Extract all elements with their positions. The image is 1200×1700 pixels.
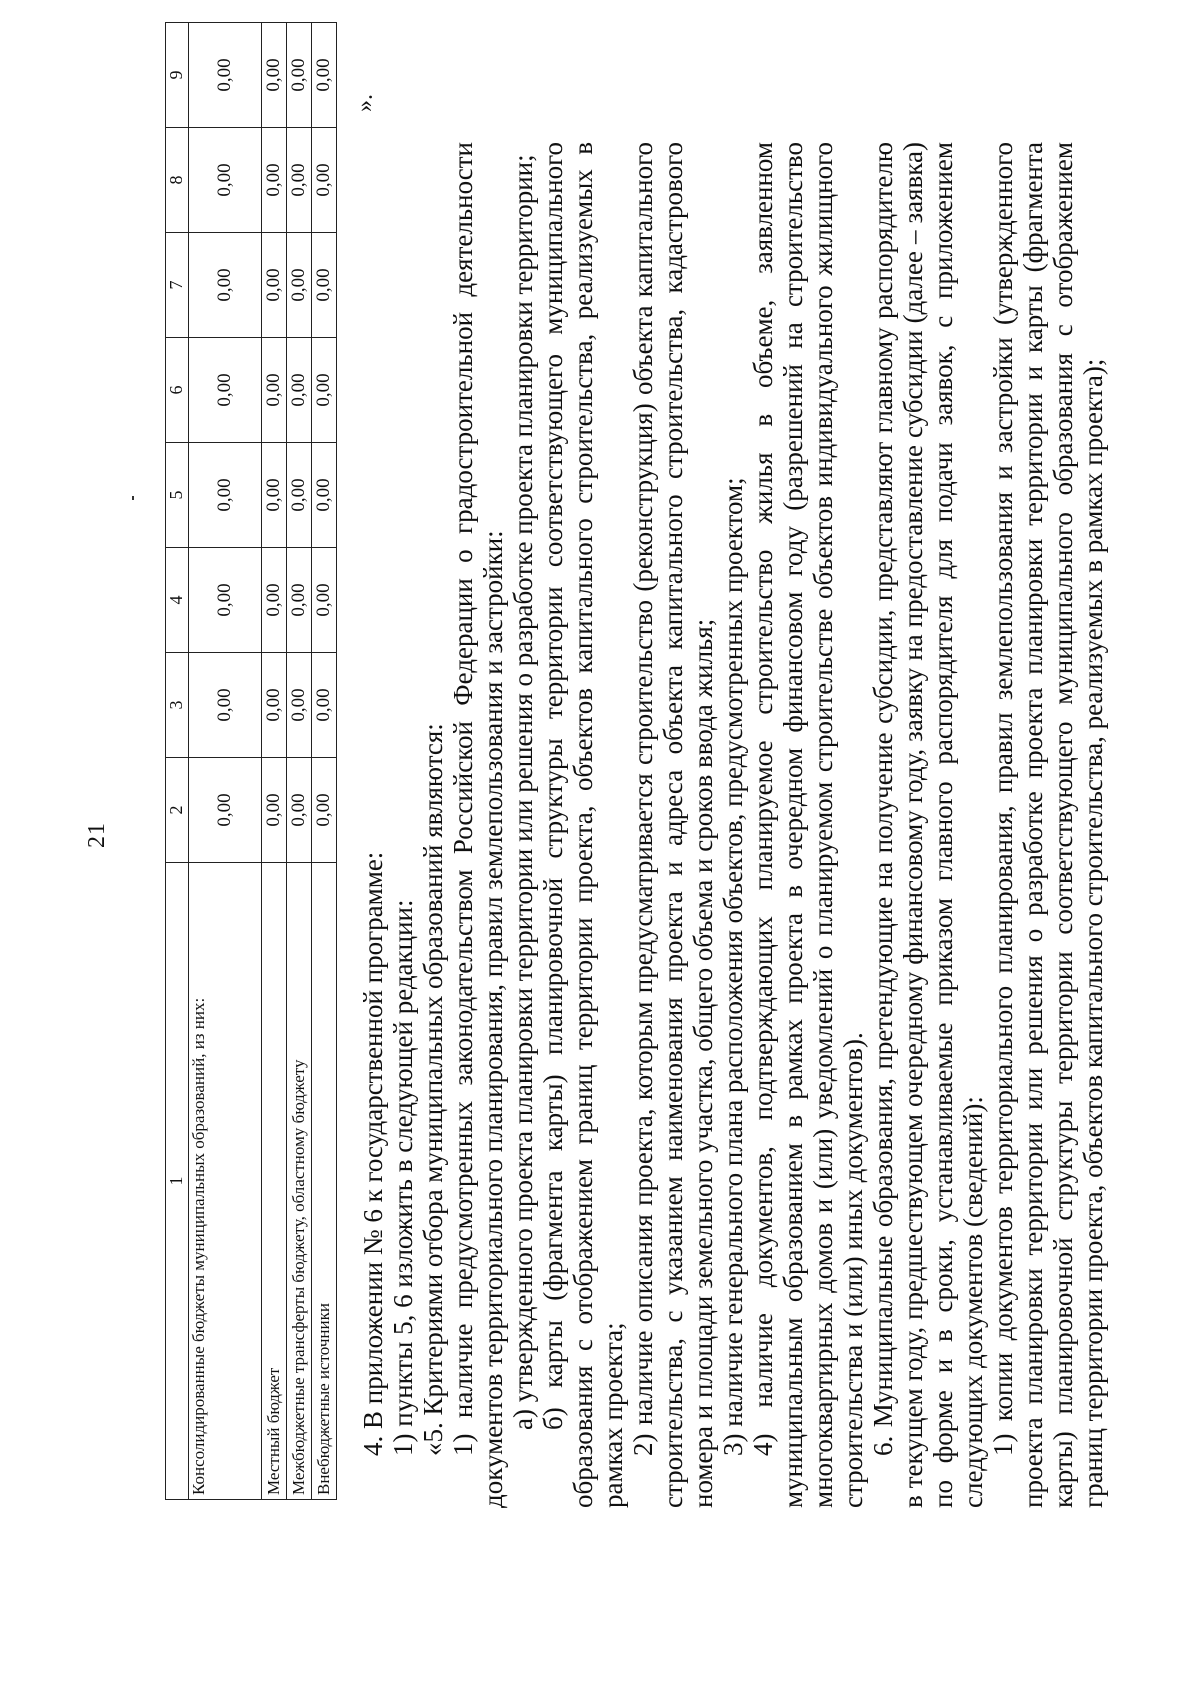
table-row-label: Внебюджетные источники (312, 863, 337, 1500)
table-cell: 0,00 (262, 443, 287, 548)
table-cell: 0,00 (189, 233, 262, 338)
table-cell: 0,00 (262, 338, 287, 443)
table-row-label: Консолидированные бюджеты муниципальных образований, из них: (189, 863, 262, 1500)
table-cell: 0,00 (262, 758, 287, 863)
table-row-label: Местный бюджет (262, 863, 287, 1500)
table-header-row (166, 23, 189, 1500)
table-cell: 0,00 (189, 23, 262, 128)
table-cell: 0,00 (189, 653, 262, 758)
table-cell: 0,00 (312, 443, 337, 548)
table-row (189, 23, 262, 1500)
table-cell: 0,00 (287, 758, 312, 863)
paragraph: 3) наличие генерального плана расположения объектов, предусмотренных проектом; (718, 477, 748, 1456)
paragraph: 6. Муниципальные образования, претендующие на получение субсидии, представляют главному распорядителю в текущем году, предшествующем очередному финансовому году, заявку на предоставление субсидии (далее – заявка) по форме и в сроки, устанавливаемые приказом главного распорядителя для подачи заявок, с приложением следующих документов (сведений): (868, 142, 988, 1508)
table-cell: 0,00 (287, 653, 312, 758)
table-cell: 0,00 (262, 233, 287, 338)
table-cell: 0,00 (262, 128, 287, 233)
table-cell: 0,00 (312, 548, 337, 653)
table-cell: 0,00 (189, 338, 262, 443)
table-cell: 0,00 (287, 548, 312, 653)
table-header-cell: 7 (166, 233, 189, 338)
paragraph: 4. В приложении № 6 к государственной программе: (358, 851, 388, 1456)
paragraph: 1) копии документов территориального планирования, правил землепользования и застройки (утвержденного проекта планировки территории или решения о разработке проекта планировки территории и карты (фрагмента карты) планировочной структуры территории соответствующего муниципального образования с отображением границ территории проекта, объектов капитального строительства, реализуемых в рамках проекта); (988, 142, 1108, 1508)
table-cell: 0,00 (189, 758, 262, 863)
scan-mark (132, 496, 134, 500)
paragraph: «5. Критериями отбора муниципальных образований являются: (418, 723, 448, 1456)
table-header-cell: 6 (166, 338, 189, 443)
table-header-cell: 3 (166, 653, 189, 758)
paragraph: а) утвержденного проекта планировки территории или решения о разработке проекта планировки территории; (508, 154, 538, 1430)
table-cell: 0,00 (262, 23, 287, 128)
table-row-label: Межбюджетные трансферты бюджету, областному бюджету (287, 863, 312, 1500)
table-cell: 0,00 (312, 23, 337, 128)
table-row (312, 23, 337, 1500)
table-row (287, 23, 312, 1500)
paragraph: б) карты (фрагмента карты) планировочной структуры территории соответствующего муниципального образования с отображением границ территории проекта, объектов капитального строительства, реализуемых в рамках проекта; (538, 142, 628, 1508)
table-cell: 0,00 (287, 338, 312, 443)
table-cell: 0,00 (287, 128, 312, 233)
table-cell: 0,00 (287, 233, 312, 338)
table-cell: 0,00 (312, 653, 337, 758)
table-cell: 0,00 (312, 758, 337, 863)
table-cell: 0,00 (262, 548, 287, 653)
table-header-cell: 5 (166, 443, 189, 548)
table-cell: 0,00 (312, 233, 337, 338)
table-cell: 0,00 (287, 443, 312, 548)
document-body (358, 142, 1108, 1508)
budget-table (165, 22, 337, 1500)
paragraph: 4) наличие документов, подтверждающих планируемое строительство жилья в объеме, заявленном муниципальным образованием в рамках проекта в очередном финансовом году (разрешений на строительство многоквартирных домов и (или) уведомлений о планируемом строительстве объектов индивидуального жилищного строительства и (или) иных документов). (748, 142, 868, 1508)
table-header-cell: 1 (166, 863, 189, 1500)
table-row (262, 23, 287, 1500)
table-header-cell: 2 (166, 758, 189, 863)
table-cell: 0,00 (312, 128, 337, 233)
table-header-cell: 4 (166, 548, 189, 653)
table-cell: 0,00 (189, 128, 262, 233)
table-cell: 0,00 (312, 338, 337, 443)
table-cell: 0,00 (189, 443, 262, 548)
table-header-cell: 8 (166, 128, 189, 233)
table-cell: 0,00 (287, 23, 312, 128)
table-cell: 0,00 (189, 548, 262, 653)
table-header-cell: 9 (166, 23, 189, 128)
closing-quote: ». (352, 94, 378, 112)
table-cell: 0,00 (262, 653, 287, 758)
paragraph: 1) пункты 5, 6 изложить в следующей редакции: (388, 899, 418, 1456)
paragraph: 1) наличие предусмотренных законодательством Российской Федерации о градостроительной деятельности документов территориального планирования, правил землепользования и застройки: (448, 142, 508, 1508)
paragraph: 2) наличие описания проекта, которым предусматривается строительство (реконструкция) объекта капитального строительства, с указанием наименования проекта и адреса объекта капитального строительства, кадастрового номера и площади земельного участка, общего объема и сроков ввода жилья; (628, 142, 718, 1508)
page-number: 21 (84, 822, 110, 848)
